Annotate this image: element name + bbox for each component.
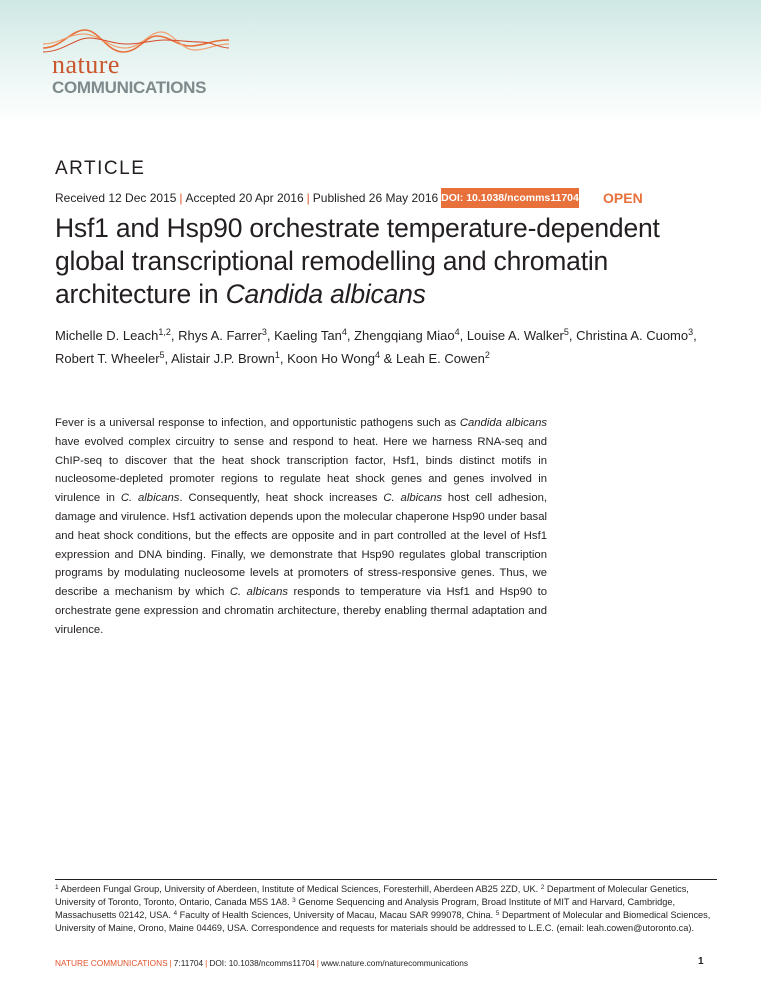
author-affiliation-marker: 4 <box>375 350 381 360</box>
abstract-text: Fever is a universal response to infection, and opportunistic pathogens such as <box>55 417 460 429</box>
author-list <box>55 324 725 370</box>
affiliation-text: Aberdeen Fungal Group, University of Aberdeen, Institute of Medical Sciences, Foresterhill, Aberdeen AB25 2ZD, UK. <box>58 884 541 894</box>
author[interactable] <box>467 328 569 343</box>
abstract <box>55 414 547 640</box>
affiliation-text: Genome Sequencing and Analysis Program, Broad Institute of MIT and Harvard, Cambridge, Massachusetts 02142, USA. <box>55 897 676 920</box>
abstract-text: responds to temperature via Hsf1 and Hsp90 to orchestrate gene expression and chromatin architecture, thereby enabling thermal adaptation and virulence. <box>55 586 548 636</box>
author-separator: , <box>279 351 288 366</box>
footer-separator: | <box>205 958 208 968</box>
abstract-italic: C. albicans <box>120 492 180 505</box>
author-name: Christina A. Cuomo <box>576 328 689 343</box>
author[interactable] <box>178 328 267 343</box>
abstract-text: have evolved complex circuitry to sense and respond to heat. Here we harness RNA-seq and ChIP-seq to discover that the heat shock transcription factor, Hsf1, binds distinct motifs in nucleosome-depleted promoter regions to regulate heat shock genes and genes involved in virulence in <box>55 435 547 505</box>
author-name: Louise A. Walker <box>466 328 564 343</box>
author[interactable] <box>396 351 490 366</box>
author-name: Leah E. Cowen <box>395 351 485 366</box>
author-name: Rhys A. Farrer <box>178 328 262 343</box>
author-affiliation-marker: 3 <box>261 327 267 337</box>
abstract-text: host cell adhesion, damage and virulence. Hsf1 activation depends upon the molecular chaperone Hsp90 under basal and heat shock conditions, but the effects are opposite and in part controlled at the level of Hsf1 expression and DNA binding. Finally, we demonstrate that Hsp90 regulates global transcription programs by modulating nucleosome levels at promoters of stress-responsive genes. Thus, we describe a mechanism by which <box>55 492 548 599</box>
affiliation-number: 3 <box>292 897 296 904</box>
author-separator: , <box>164 351 172 366</box>
author-affiliation-marker: 5 <box>563 327 569 337</box>
author-separator: , <box>346 328 355 343</box>
affiliation-number: 2 <box>540 884 545 891</box>
publication-dates <box>55 191 438 205</box>
open-access-label: OPEN <box>603 190 643 206</box>
author-separator: , <box>459 328 467 343</box>
author[interactable] <box>55 328 171 343</box>
author-affiliation-marker: 1,2 <box>158 327 171 337</box>
author-name: Alistair J.P. Brown <box>171 351 275 366</box>
author[interactable] <box>287 351 380 366</box>
abstract-italic: Candida albicans <box>459 417 548 429</box>
footer-url[interactable]: www.nature.com/naturecommunications <box>320 958 469 968</box>
author[interactable] <box>171 351 280 366</box>
abstract-text: . Consequently, heat shock increases <box>179 492 384 505</box>
author[interactable] <box>576 328 693 343</box>
affiliation-text: Department of Molecular and Biomedical Sciences, University of Maine, Orono, Maine 04469, USA. Correspondence and requests for materials should be addressed to L.E.C. (email: leah.cowen@utoronto.ca). <box>55 910 711 933</box>
abstract-italic: C. albicans <box>229 586 289 599</box>
author-affiliation-marker: 5 <box>159 350 165 360</box>
footer-separator: | <box>316 958 319 968</box>
affiliations-footnote <box>55 879 717 935</box>
received-date: Received 12 Dec 2015 <box>55 191 177 205</box>
author-affiliation-marker: 2 <box>484 350 490 360</box>
author[interactable] <box>274 328 347 343</box>
author-name: Robert T. Wheeler <box>55 351 160 366</box>
doi-badge[interactable]: DOI: 10.1038/ncomms11704 <box>441 188 579 208</box>
date-separator: | <box>306 191 310 205</box>
logo-nature-text: nature <box>52 50 120 79</box>
abstract-italic: C. albicans <box>383 492 443 505</box>
author-separator: & <box>380 351 396 366</box>
title-species: Candida albicans <box>225 279 426 309</box>
accepted-date: Accepted 20 Apr 2016 <box>185 191 304 205</box>
affiliation-number: 4 <box>173 910 178 917</box>
author-separator: , <box>170 328 179 343</box>
published-date: Published 26 May 2016 <box>312 191 439 205</box>
affiliation-number: 5 <box>495 910 500 917</box>
page-number: 1 <box>698 956 704 967</box>
author-name: Kaeling Tan <box>274 328 342 343</box>
author-name: Koon Ho Wong <box>287 351 376 366</box>
author-separator: , <box>693 328 697 343</box>
date-separator: | <box>179 191 183 205</box>
footer-article-number: 7:11704 <box>173 958 204 968</box>
affiliation-text: Faculty of Health Sciences, University of Macau, Macau SAR 999078, China. <box>177 910 496 920</box>
article-title <box>55 212 725 311</box>
author-affiliation-marker: 4 <box>454 327 460 337</box>
affiliation-text: Department of Molecular Genetics, University of Toronto, Toronto, Ontario, Canada M5S 1A8. <box>55 884 689 907</box>
author-affiliation-marker: 4 <box>341 327 347 337</box>
affiliation-number: 1 <box>55 884 59 891</box>
article-type-label: ARTICLE <box>55 158 146 179</box>
footer-journal: NATURE COMMUNICATIONS <box>55 958 168 968</box>
footer-separator: | <box>169 958 172 968</box>
page-footer <box>55 958 707 968</box>
author-separator: , <box>266 328 275 343</box>
journal-logo[interactable] <box>41 26 231 96</box>
logo-communications-text: COMMUNICATIONS <box>52 78 207 97</box>
author-affiliation-marker: 3 <box>688 327 694 337</box>
author-name: Michelle D. Leach <box>55 328 159 343</box>
author-affiliation-marker: 1 <box>274 350 280 360</box>
title-main: Hsf1 and Hsp90 orchestrate temperature-dependent global transcriptional remodelling and chromatin architecture in <box>55 213 660 309</box>
footer-doi: DOI: 10.1038/ncomms11704 <box>209 958 315 968</box>
author-separator: , <box>568 328 577 343</box>
author[interactable] <box>55 351 165 366</box>
author-name: Zhengqiang Miao <box>354 328 455 343</box>
author[interactable] <box>354 328 459 343</box>
journal-header <box>0 0 761 123</box>
